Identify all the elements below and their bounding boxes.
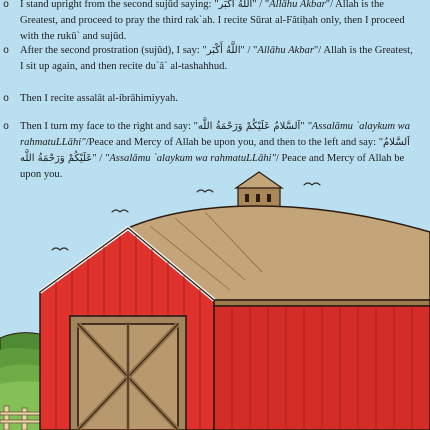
arabic-phrase: اللَّهُ أَكْبَر bbox=[218, 0, 253, 10]
cupola-icon bbox=[236, 172, 282, 211]
transliteration-text: Allāhu Akbar bbox=[257, 45, 314, 56]
text-run: " / " bbox=[240, 45, 258, 56]
bullet-icon: o bbox=[3, 93, 9, 104]
bird-icon bbox=[112, 210, 128, 212]
text-run: "/ Allah is the Greatest, and proceed to pray the third rak`ah. I recite Sūrat al-Fātiḥah only, then I proceed with the rukū` and sujūd. bbox=[20, 0, 405, 42]
text-run: Then I recite assalāt al-ibrāhimiyyah. bbox=[20, 93, 178, 104]
text-run: /Peace and Mercy of Allah be upon you, and then to the left and say: " bbox=[85, 137, 384, 148]
text-run: Then I turn my face to the right and say: " bbox=[20, 121, 198, 132]
text-run: After the second prostration (sujūd), I say: " bbox=[20, 45, 207, 56]
text-run: " bbox=[300, 121, 308, 132]
arabic-phrase: اللَّهُ أَكْبَر bbox=[206, 45, 241, 56]
text-run: "/ Allah is the Greatest, I sit up again, and then recite du`ā` al-tashahhud. bbox=[20, 45, 413, 72]
transliteration-text: "Assalāmu `alaykum wa rahmatuLLāhi" bbox=[104, 153, 276, 164]
bullet-icon: o bbox=[3, 121, 9, 132]
barn-side-icon bbox=[214, 306, 430, 430]
text-run: " / " bbox=[252, 0, 270, 10]
bird-icon bbox=[197, 190, 213, 192]
arabic-phrase: اَلسَّلامُ عَلَيْكُمْ وَرَحْمَةُ اللَّه bbox=[197, 121, 301, 132]
bullet-icon: o bbox=[3, 0, 9, 10]
arabic-phrase: اَلسَّلامُ عَلَيْكُمْ وَرَحْمَةُ اللَّه bbox=[20, 137, 410, 164]
text-run: / Peace and Mercy of Allah be upon you. bbox=[20, 153, 405, 180]
bird-icon bbox=[304, 183, 320, 185]
text-run: " / bbox=[92, 153, 105, 164]
bullet-icon: o bbox=[3, 45, 9, 56]
transliteration-text: "Assalāmu `alaykum wa rahmatuLLāhi" bbox=[20, 121, 411, 148]
barn-door-icon bbox=[70, 316, 186, 430]
transliteration-text: Allāhu Akbar bbox=[269, 0, 326, 10]
bird-icon bbox=[52, 248, 68, 250]
text-run: I stand upright from the second sujūd saying: " bbox=[20, 0, 219, 10]
